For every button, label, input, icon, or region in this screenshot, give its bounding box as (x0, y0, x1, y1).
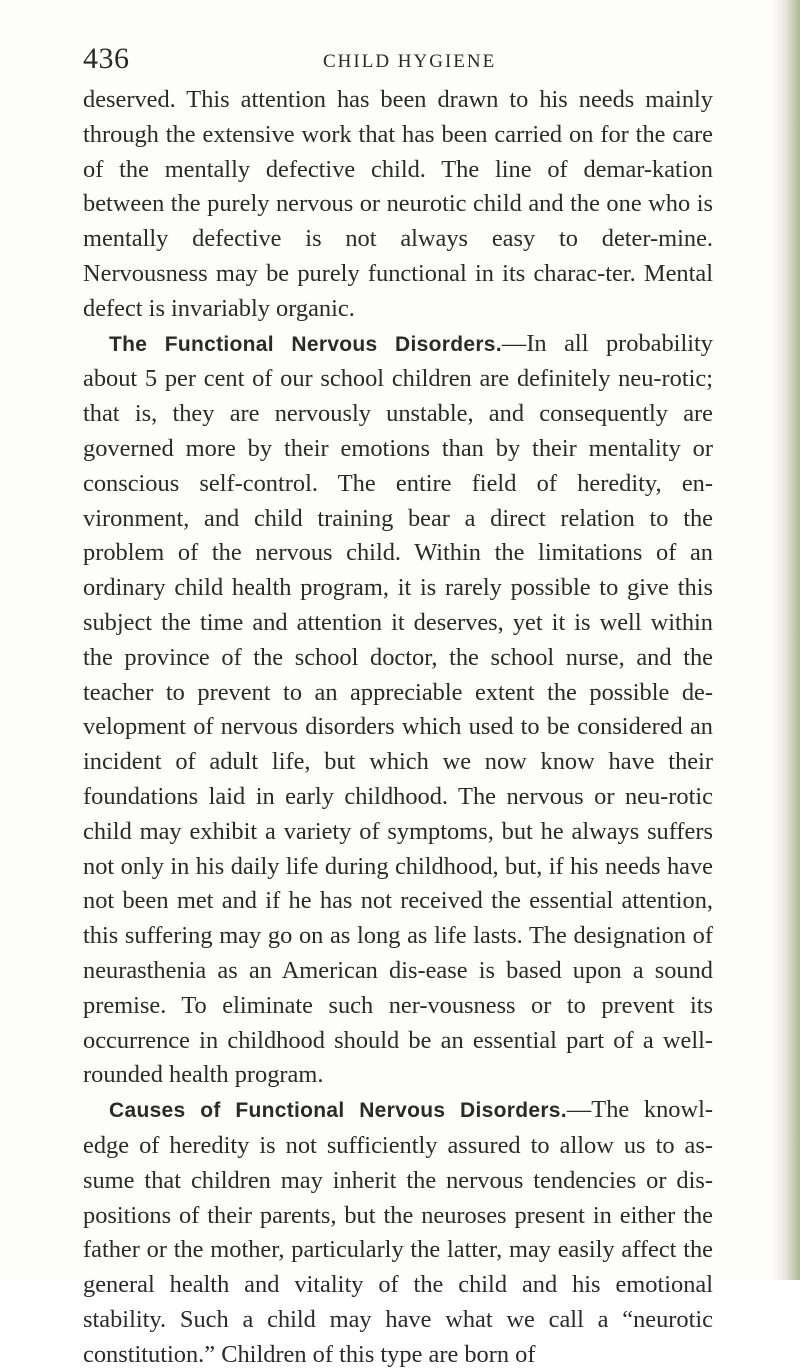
running-head: CHILD HYGIENE (323, 51, 497, 72)
page-edge-shadow (772, 0, 800, 1280)
paragraph-text: —The knowl-edge of heredity is not sufficiently assured to allow us to as-sume that children may inherit the nervous tendencies or dis-positions of their parents, but the neuroses present in either the father or the mother, particularly the latter, may easily affect the general health and vitality of the child and his emotional stability. Such a child may have what we call a “neurotic constitution.” Children of this type are born of (83, 1096, 713, 1368)
section-heading: Causes of Functional Nervous Disorders. (109, 1099, 567, 1123)
paragraph-text: deserved. This attention has been drawn to his needs mainly through the extensive work that has been carried on for the care of the mentally defective child. The line of demar-kation between the purely nervous or neurotic child and the one who is mentally defective is not always easy to deter-mine. Nervousness may be purely functional in its charac-ter. Mental defect is invariably organic. (83, 86, 713, 322)
section-heading: The Functional Nervous Disorders. (109, 332, 502, 356)
paragraph-functional-disorders (83, 327, 713, 1094)
paragraph-causes (83, 1093, 713, 1372)
page-header (83, 42, 715, 82)
paragraph-text: —In all probability about 5 per cent of our school children are definitely neu-rotic; that is, they are nervously unstable, and consequently are governed more by their emotions than by their mentality or conscious self-control. The entire field of heredity, en-vironment, and child training bear a direct relation to the problem of the nervous child. Within the limitations of an ordinary child health program, it is rarely possible to give this subject the time and attention it deserves, yet it is well within the province of the school doctor, the school nurse, and the teacher to prevent to an appreciable extent the possible de-velopment of nervous disorders which used to be considered an incident of adult life, but which we now know have their foundations laid in early childhood. The nervous or neu-rotic child may exhibit a variety of symptoms, but he always suffers not only in his daily life during childhood, but, if his needs have not been met and if he has not received the essential attention, this suffering may go on as long as life lasts. The designation of neurasthenia as an American dis-ease is based upon a sound premise. To eliminate such ner-vousness or to prevent its occurrence in childhood should be an essential part of a well-rounded health program. (83, 329, 713, 1089)
body-text (83, 83, 713, 1372)
page-number: 436 (83, 42, 130, 75)
paragraph-intro (83, 83, 713, 327)
